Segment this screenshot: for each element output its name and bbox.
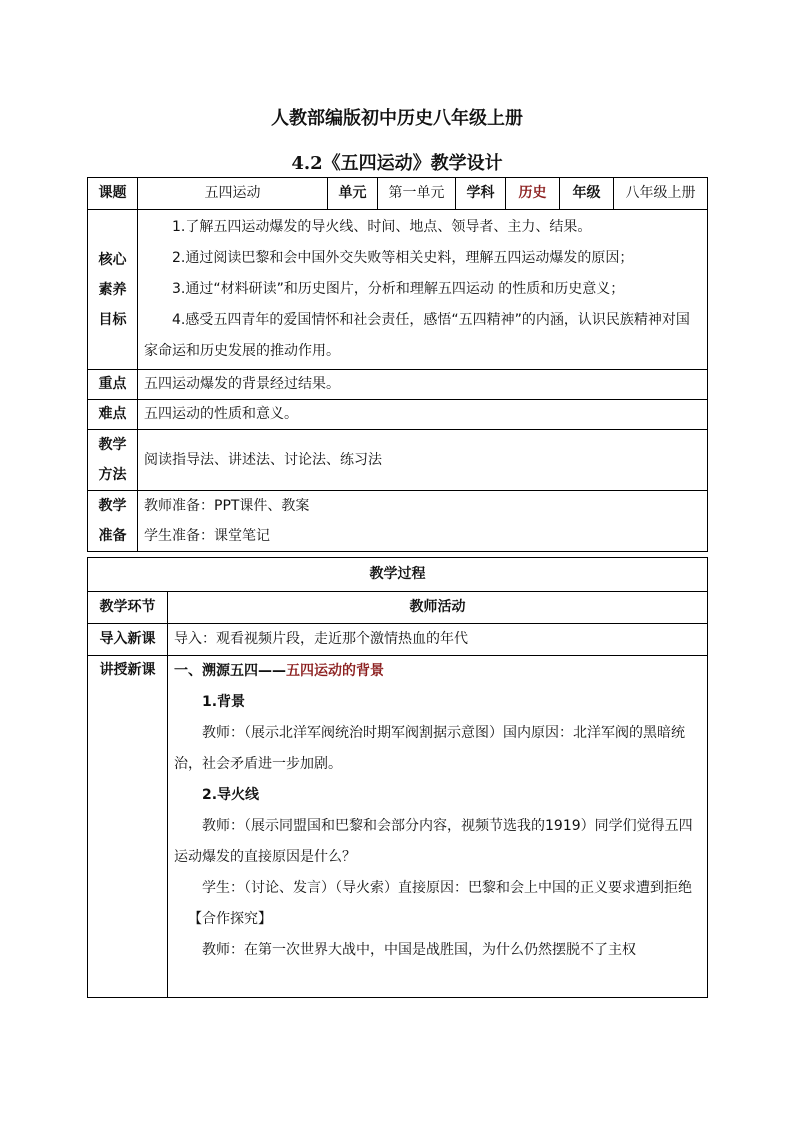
methods-label <box>88 430 138 491</box>
process-table <box>87 557 708 998</box>
objectives-content <box>138 210 708 370</box>
grade-value: 八年级上册 <box>614 178 708 210</box>
lecture-content <box>168 656 708 998</box>
prep-student: 学生准备：课堂笔记 <box>144 528 270 544</box>
lecture-paragraph: 教师：在第一次世界大战中，中国是战胜国，为什么仍然摆脱不了主权 <box>202 942 636 958</box>
objective-item: 2.通过阅读巴黎和会中国外交失败等相关史料，理解五四运动爆发的原因； <box>172 250 634 266</box>
prep-teacher: 教师准备：PPT课件、教案 <box>144 498 310 514</box>
prep-label-line: 教学 <box>98 498 127 514</box>
subsection-title: 1.背景 <box>202 694 246 710</box>
objectives-label-line: 目标 <box>98 311 127 328</box>
lecture-paragraph: 教师：（展示北洋军阀统治时期军阀割据示意图）国内原因：北洋军阀的黑暗统治，社会矛盾进一步加剧。 <box>174 725 685 772</box>
cooperative-inquiry-label: 【合作探究】 <box>188 911 272 927</box>
subsection-title: 2.导火线 <box>202 787 260 803</box>
topic-label: 课题 <box>88 178 138 210</box>
key-point-label: 重点 <box>88 370 138 400</box>
section-heading <box>174 656 701 687</box>
document-subtitle: 4.2《五四运动》教学设计 <box>291 153 503 174</box>
process-title: 教学过程 <box>88 558 708 592</box>
difficulty-label: 难点 <box>88 400 138 430</box>
difficulty-text: 五四运动的性质和意义。 <box>138 400 708 430</box>
methods-text: 阅读指导法、讲述法、讨论法、练习法 <box>138 430 708 491</box>
methods-label-line: 方法 <box>98 467 127 483</box>
prep-label-line: 准备 <box>98 528 127 544</box>
document-title: 人教部编版初中历史八年级上册 <box>271 108 523 129</box>
grade-label: 年级 <box>560 178 614 210</box>
prep-content <box>138 491 708 552</box>
section-heading-highlight: 五四运动的背景 <box>286 663 384 679</box>
lecture-paragraph: 学生：（讨论、发言）（导火索）直接原因：巴黎和会上中国的正义要求遭到拒绝 <box>202 880 692 896</box>
lecture-stage: 讲授新课 <box>88 656 168 998</box>
prep-label <box>88 491 138 552</box>
objective-item: 4.感受五四青年的爱国情怀和社会责任，感悟“五四精神”的内涵，认识民族精神对国家命运和历史发展的推动作用。 <box>144 312 690 359</box>
objectives-label <box>88 210 138 370</box>
intro-stage: 导入新课 <box>88 624 168 656</box>
info-table <box>87 177 708 552</box>
objectives-label-line: 核心 <box>98 251 127 268</box>
lecture-paragraph: 教师：（展示同盟国和巴黎和会部分内容，视频节选我的1919）同学们觉得五四运动爆发的直接原因是什么？ <box>174 818 693 865</box>
subject-value: 历史 <box>506 178 560 210</box>
methods-label-line: 教学 <box>98 437 127 453</box>
subject-label: 学科 <box>456 178 506 210</box>
objective-item: 3.通过“材料研读”和历史图片，分析和理解五四运动 的性质和历史意义； <box>172 281 625 297</box>
unit-label: 单元 <box>328 178 378 210</box>
section-heading-prefix: 一、溯源五四—— <box>174 663 286 679</box>
stage-column-header: 教学环节 <box>88 592 168 624</box>
activity-column-header: 教师活动 <box>168 592 708 624</box>
topic-value: 五四运动 <box>138 178 328 210</box>
unit-value: 第一单元 <box>378 178 456 210</box>
key-point-text: 五四运动爆发的背景经过结果。 <box>138 370 708 400</box>
intro-text: 导入：观看视频片段，走近那个激情热血的年代 <box>168 624 708 656</box>
objective-item: 1.了解五四运动爆发的导火线、时间、地点、领导者、主力、结果。 <box>172 219 592 235</box>
objectives-label-line: 素养 <box>98 281 127 298</box>
